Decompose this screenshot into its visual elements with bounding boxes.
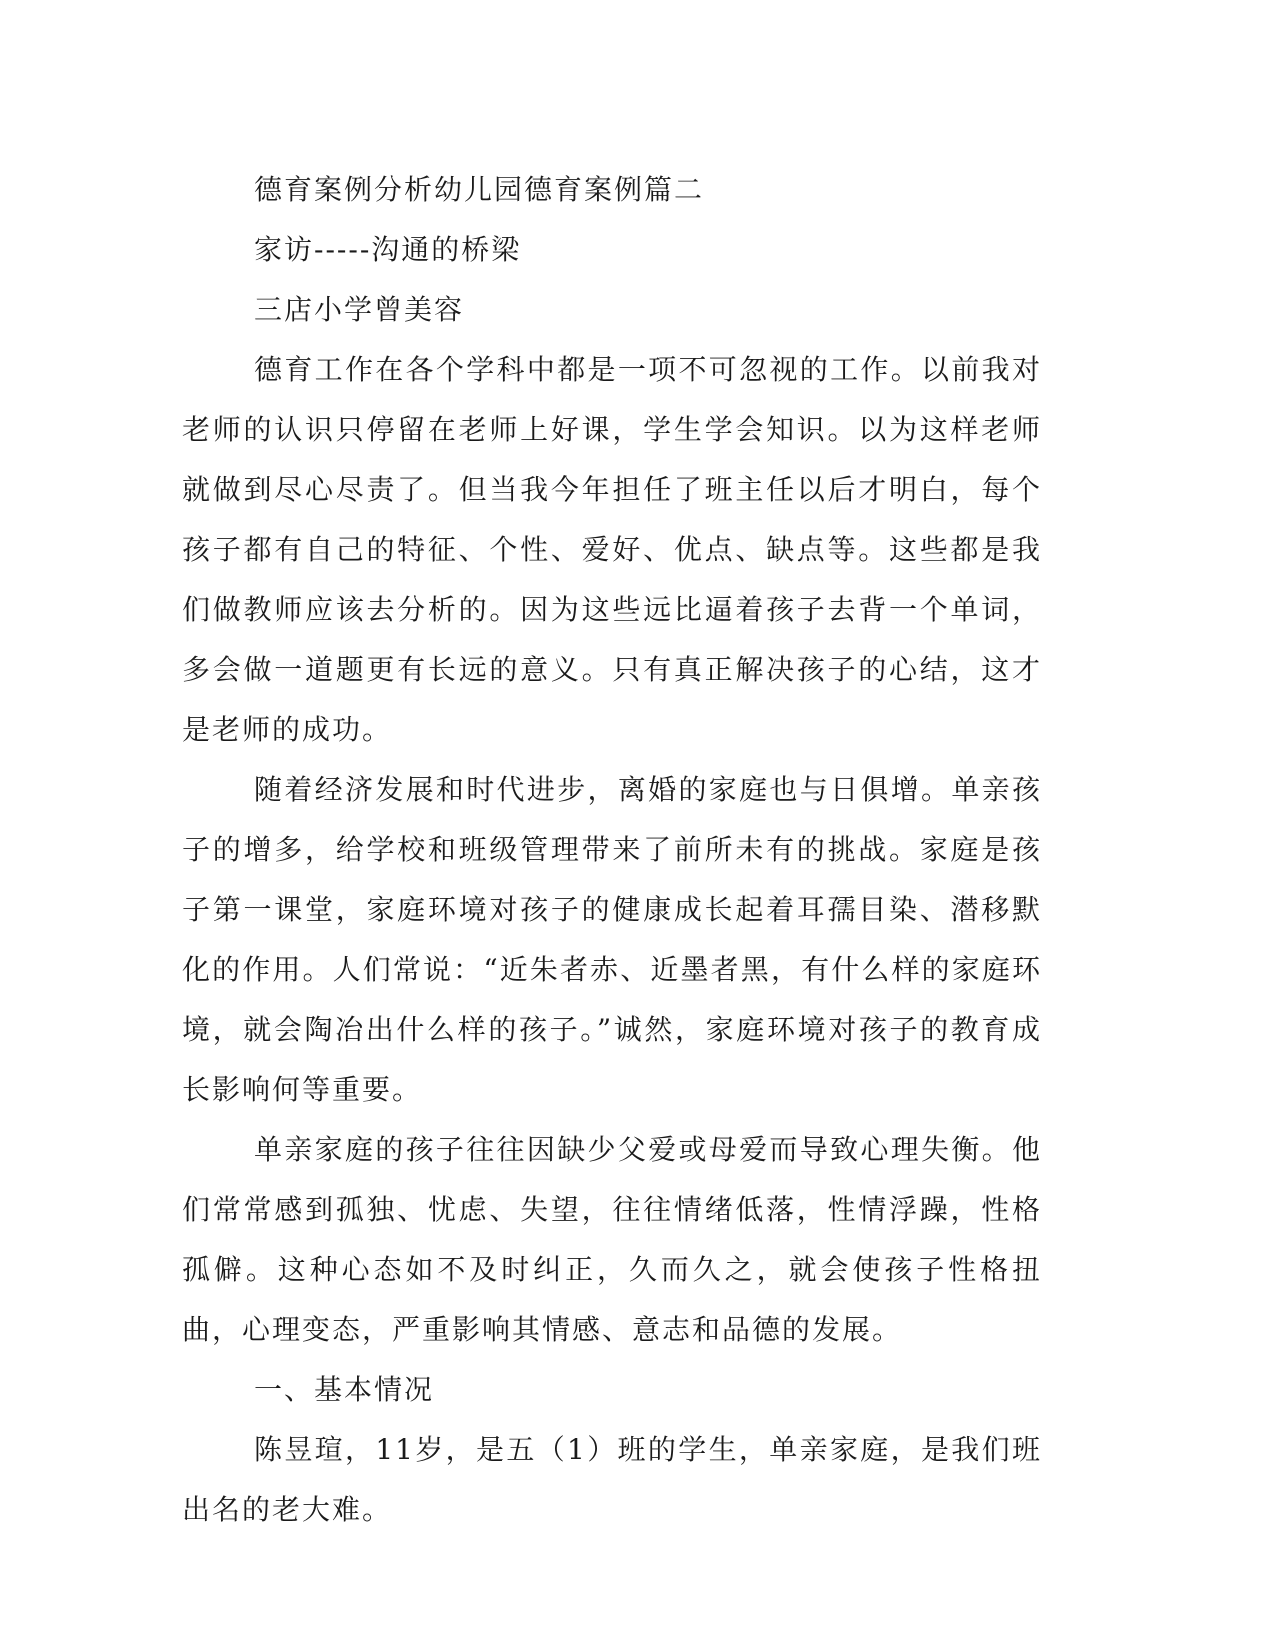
document-body [182,160,1042,1540]
paragraph-4: 陈昱瑄，11岁，是五（1）班的学生，单亲家庭，是我们班出名的老大难。 [182,1433,1042,1526]
section-heading: 一、基本情况 [254,1373,435,1406]
document-title: 德育案例分析幼儿园德育案例篇二 [254,173,705,206]
paragraph-3: 单亲家庭的孩子往往因缺少父爱或母爱而导致心理失衡。他们常常感到孤独、忧虑、失望，往往情绪低落，性情浮躁，性格孤僻。这种心态如不及时纠正，久而久之，就会使孩子性格扭曲，心理变态，严重影响其情感、意志和品德的发展。 [182,1133,1042,1346]
document-subtitle: 家访-----沟通的桥梁 [254,233,522,266]
paragraph-1: 德育工作在各个学科中都是一项不可忽视的工作。以前我对老师的认识只停留在老师上好课，学生学会知识。以为这样老师就做到尽心尽责了。但当我今年担任了班主任以后才明白，每个孩子都有自己的特征、个性、爱好、优点、缺点等。这些都是我们做教师应该去分析的。因为这些远比逼着孩子去背一个单词，多会做一道题更有长远的意义。只有真正解决孩子的心结，这才是老师的成功。 [182,353,1042,746]
document-author: 三店小学曾美容 [254,293,465,326]
paragraph-2: 随着经济发展和时代进步，离婚的家庭也与日俱增。单亲孩子的增多，给学校和班级管理带来了前所未有的挑战。家庭是孩子第一课堂，家庭环境对孩子的健康成长起着耳孺目染、潜移默化的作用。人们常说：“近朱者赤、近墨者黑，有什么样的家庭环境，就会陶冶出什么样的孩子。”诚然，家庭环境对孩子的教育成长影响何等重要。 [182,773,1042,1106]
